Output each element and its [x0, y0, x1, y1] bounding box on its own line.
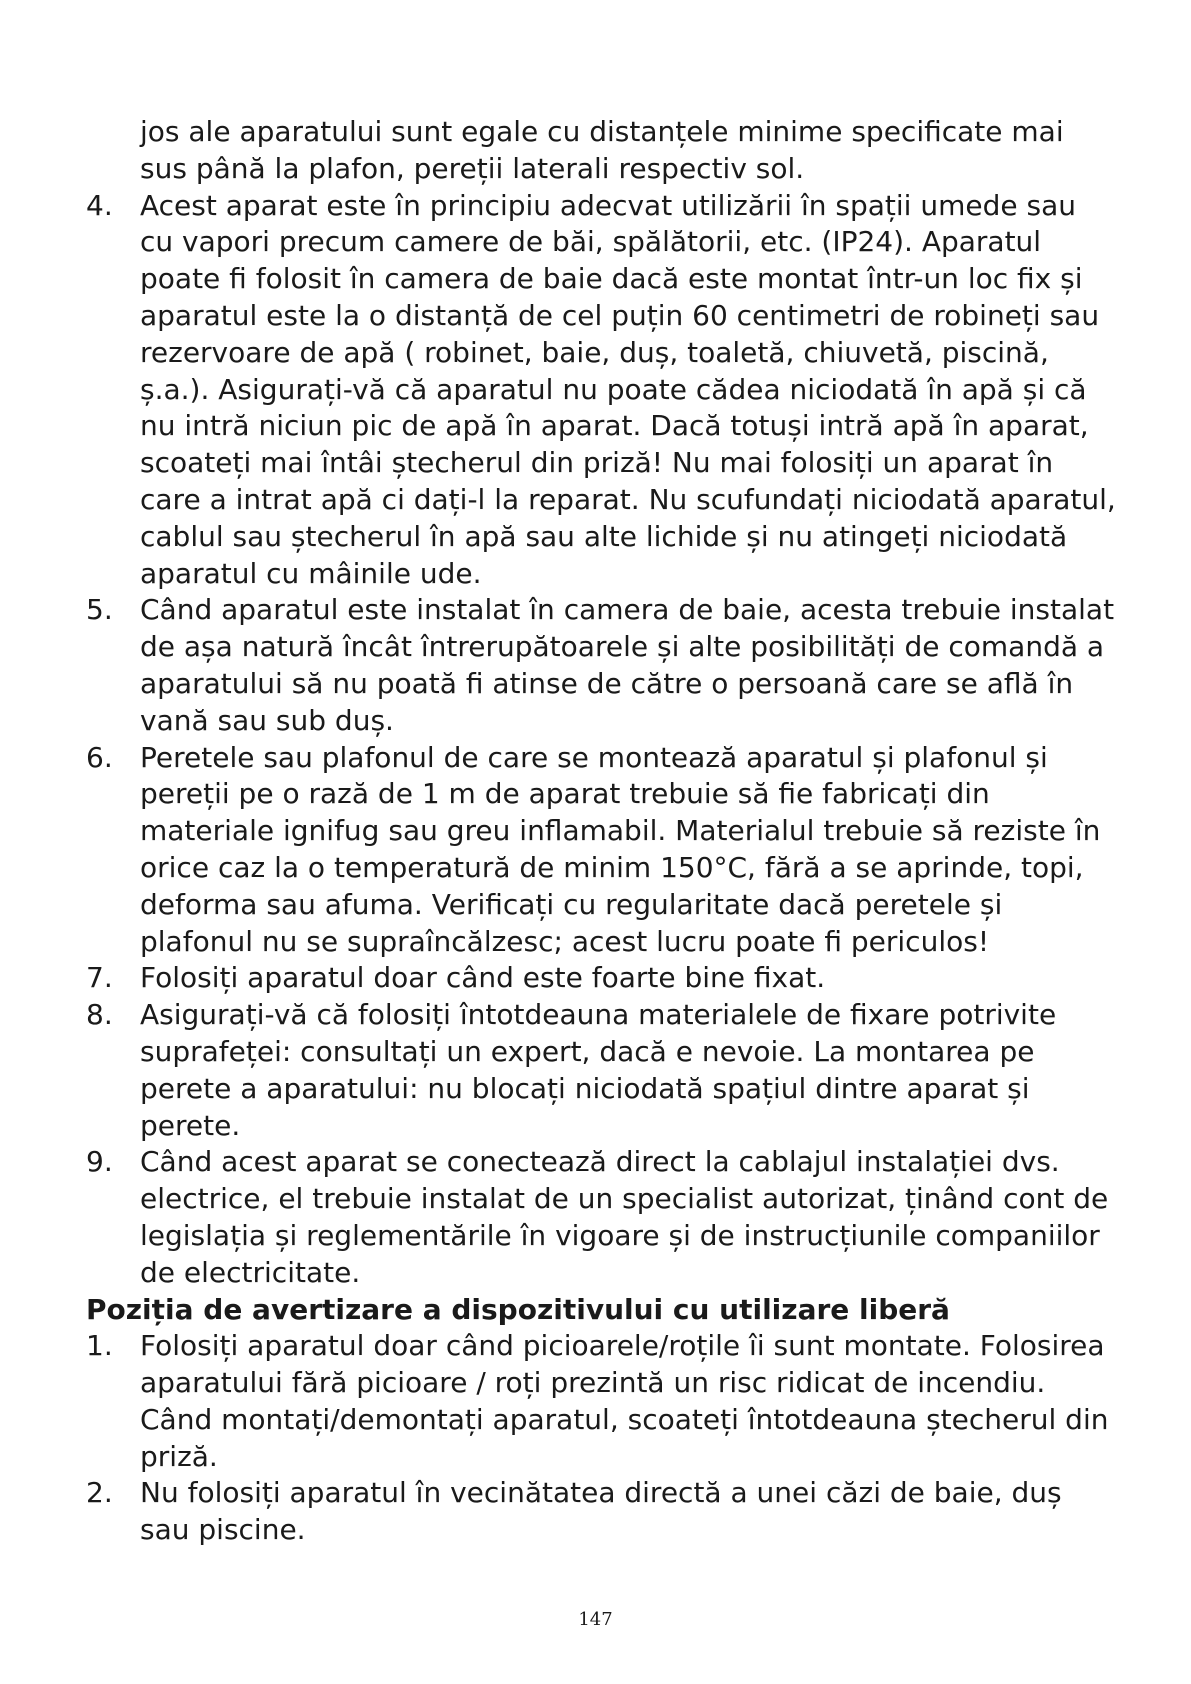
list-item — [86, 997, 1116, 1144]
list-item-number: 5. — [86, 593, 113, 627]
list-item-number: 9. — [86, 1145, 113, 1179]
list-item-number: 1. — [86, 1329, 113, 1363]
list-item-number: 6. — [86, 740, 113, 774]
list-item-number: 8. — [86, 998, 113, 1032]
list-item-number: 4. — [86, 188, 113, 222]
list-item-text: Asigurați-vă că folosiți întotdeauna materialele de fixare potrivite suprafeței: consultați un expert, dacă e nevoie. La montarea pe perete a aparatului: nu blocați niciodată spațiul dintre aparat și perete. — [140, 998, 1057, 1142]
list-item — [86, 960, 1116, 997]
list-item-number: 2. — [86, 1476, 113, 1510]
continuation-paragraph: jos ale aparatului sunt egale cu distanțele minime specificate mai sus până la plafon, pereții laterali respectiv sol. — [140, 115, 1064, 185]
section-heading: Poziția de avertizare a dispozitivului cu utilizare liberă — [86, 1292, 950, 1326]
list-item-text: Folosiți aparatul doar când picioarele/roțile îi sunt montate. Folosirea aparatului fără picioare / roți prezintă un risc ridicat de incendiu. Când montați/demontați aparatul, scoateți întotdeauna ștecherul din priză. — [140, 1329, 1109, 1473]
list-item-text: Folosiți aparatul doar când este foarte bine fixat. — [140, 961, 826, 995]
list-item — [86, 1328, 1116, 1475]
list-item-text: Când acest aparat se conectează direct la cablajul instalației dvs. electrice, el trebuie instalat de un specialist autorizat, ținând cont de legislația și reglementările în vigoare și de instrucțiunile companiilor de electricitate. — [140, 1145, 1109, 1289]
list-item-text: Nu folosiți aparatul în vecinătatea directă a unei căzi de baie, duș sau piscine. — [140, 1476, 1062, 1547]
list-item-text: Acest aparat este în principiu adecvat utilizării în spații umede sau cu vapori precum camere de băi, spălătorii, etc. (IP24). Aparatul poate fi folosit în camera de baie dacă este montat într-un loc fix și aparatul este la o distanță de cel puțin 60 centimetri de robineți sau rezervoare de apă ( robinet, baie, duș, toaletă, chiuvetă, piscină, ș.a.). Asigurați-vă că aparatul nu poate cădea niciodată în apă și că nu intră niciun pic de apă în aparat. Dacă totuși intră apă în aparat, scoateți mai întâi ștecherul din priză! Nu mai folosiți un aparat în care a intrat apă ci dați-l la reparat. Nu scufundați niciodată aparatul, cablul sau ștecherul în apă sau alte lichide și nu atingeți niciodată aparatul cu mâinile ude. — [140, 188, 1116, 590]
list-item-number: 7. — [86, 961, 113, 995]
list-item-text: Peretele sau plafonul de care se montează aparatul și plafonul și pereții pe o rază de 1 m de aparat trebuie să fie fabricați din materiale ignifug sau greu inflamabil. Materialul trebuie să reziste în orice caz la o temperatură de minim 150°C, fără a se aprinde, topi, deforma sau afuma. Verificați cu regularitate dacă peretele și plafonul nu se supraîncălzesc; acest lucru poate fi periculos! — [140, 740, 1101, 958]
list-item — [86, 740, 1116, 961]
list-item-text: Când aparatul este instalat în camera de baie, acesta trebuie instalat de așa natură încât întrerupătoarele și alte posibilități de comandă a aparatului să nu poată fi atinse de către o persoană care se află în vană sau sub duș. — [140, 593, 1115, 737]
list-item — [86, 1475, 1116, 1549]
page-number: 147 — [578, 1609, 613, 1630]
list-item — [86, 1144, 1116, 1291]
page-content — [86, 114, 1116, 1549]
list-item — [86, 592, 1116, 739]
list-item — [86, 188, 1116, 593]
